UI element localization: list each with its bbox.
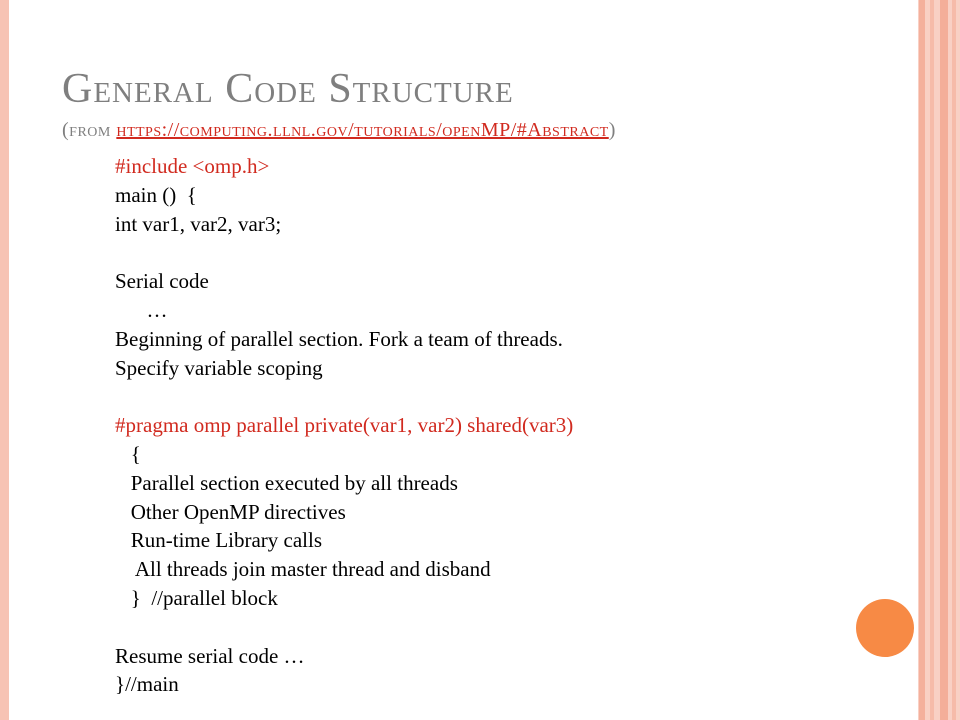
- code-line: [115, 238, 875, 267]
- slide-title: General Code Structure: [62, 66, 514, 112]
- decorative-stripe: [919, 0, 925, 720]
- code-line: {: [115, 441, 141, 466]
- code-line: Beginning of parallel section. Fork a team of threads.: [115, 326, 563, 351]
- code-line: int var1, var2, var3;: [115, 211, 282, 236]
- slide-subtitle: [62, 120, 616, 140]
- code-listing: [115, 152, 875, 699]
- code-line: All threads join master thread and disband: [115, 557, 491, 582]
- code-line: [115, 613, 875, 642]
- code-line: Serial code: [115, 269, 209, 294]
- code-line: Resume serial code …: [115, 643, 305, 668]
- code-line: Run-time Library calls: [115, 528, 323, 553]
- code-line: …: [115, 297, 168, 322]
- code-line: }//main: [115, 672, 179, 697]
- decorative-stripe: [930, 0, 934, 720]
- code-line: main () {: [115, 182, 197, 207]
- code-line: #pragma omp parallel private(var1, var2) shared(var3): [115, 413, 574, 438]
- left-border: [0, 0, 9, 720]
- subtitle-prefix: (from: [62, 119, 117, 141]
- code-line: Other OpenMP directives: [115, 499, 346, 524]
- code-line: } //parallel block: [115, 585, 278, 610]
- code-line: Specify variable scoping: [115, 355, 323, 380]
- subtitle-suffix: ): [608, 119, 616, 141]
- code-line: #include <omp.h>: [115, 154, 270, 178]
- decorative-stripe: [952, 0, 956, 720]
- code-line: Parallel section executed by all threads: [115, 470, 458, 495]
- source-link[interactable]: https://computing.llnl.gov/tutorials/openMP/#Abstract: [116, 119, 609, 141]
- code-line: [115, 382, 875, 411]
- decorative-stripe: [940, 0, 948, 720]
- slide-title-block: [62, 68, 616, 140]
